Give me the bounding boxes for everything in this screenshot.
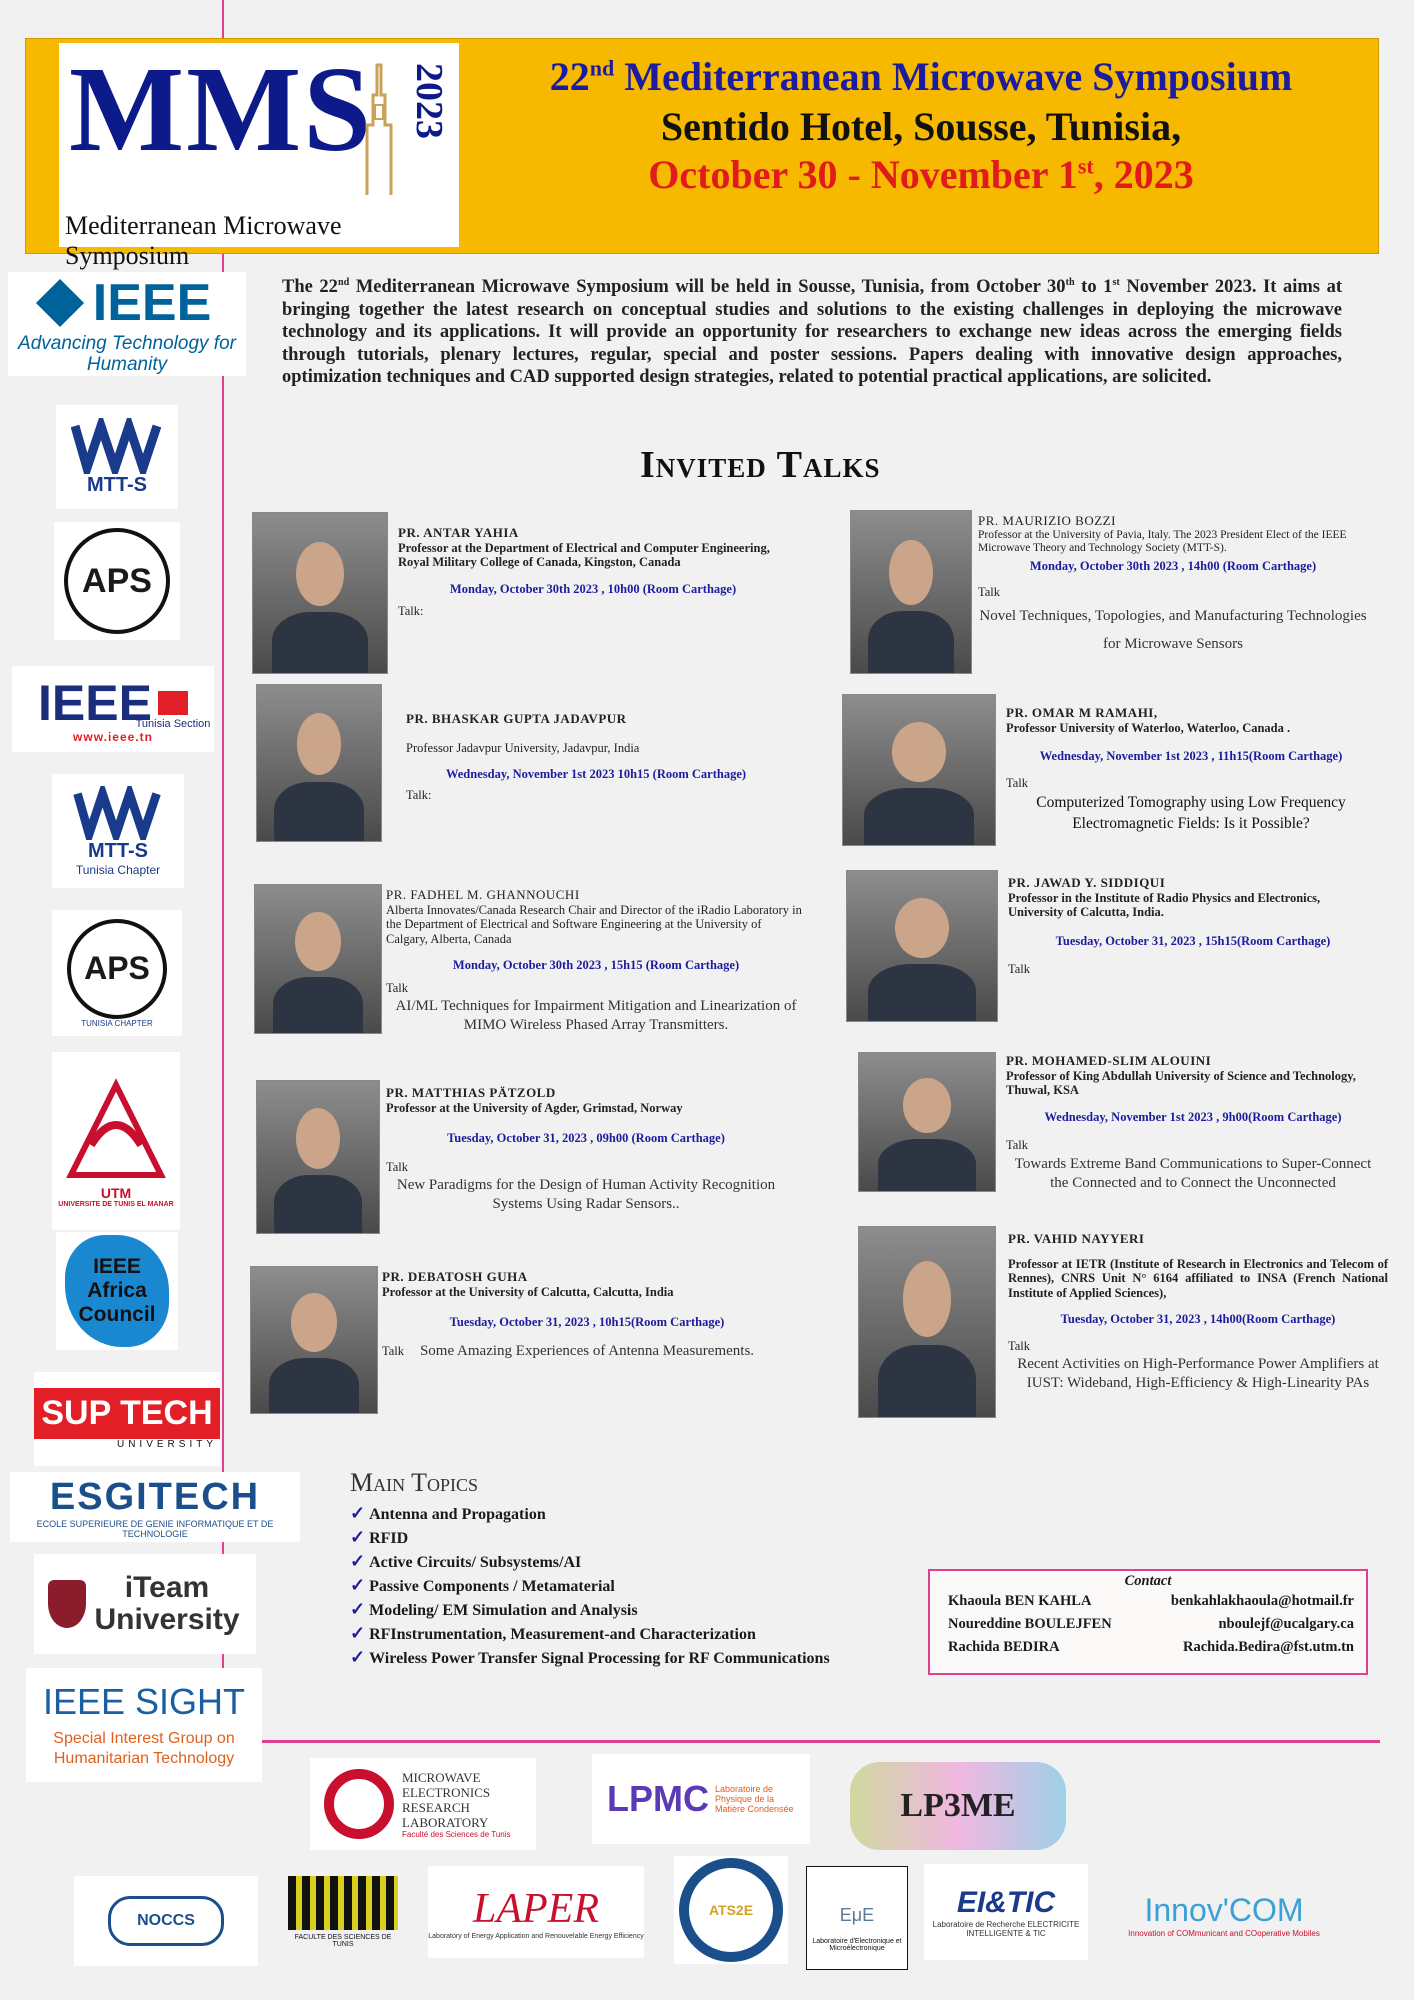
contact-row: Noureddine BOULEJFEN nboulejf@ucalgary.ca: [930, 1613, 1366, 1636]
fst-logo: FACULTE DES SCIENCES DE TUNIS: [286, 1866, 400, 1958]
main-topics-list: [350, 1502, 830, 1670]
topic-item: ✓ Wireless Power Transfer Signal Processing for RF Communications: [350, 1646, 830, 1670]
event-dates: October 30 - November 1st, 2023: [648, 152, 1194, 197]
iteam-university-logo: iTeam University: [34, 1554, 256, 1654]
main-topics-heading: Main Topics: [350, 1468, 479, 1497]
speaker-photo-nayyeri: [858, 1226, 996, 1418]
lp3me-logo: LP3ME: [850, 1762, 1066, 1850]
speaker-nayyeri: PR. VAHID NAYYERI Professor at IETR (Institute of Research in Electronics and Telecom of Rennes), CNRS Unit N° 6164 affiliated to INSA (French National Institute of Applied Sciences), Tuesday, October 31, 2023 , 14h00(Room Carthage) Talk Recent Activities on High-Performance Power Amplifiers at IUST: Wideband, High-Efficiency & High-Linearity PAs: [1008, 1231, 1388, 1391]
speaker-bozzi: PR. MAURIZIO BOZZI Professor at the University of Pavia, Italy. The 2023 President Elect of the IEEE Microwave Theory and Technology Society (MTT-S). Monday, October 30th 2023 , 14h00 (Room Carthage) Talk Novel Techniques, Topologies, and Manufacturing Technologies for Microwave Sensors: [978, 513, 1367, 652]
speaker-photo-siddiqui: [846, 870, 998, 1022]
speaker-alouini: PR. MOHAMED-SLIM ALOUINI Professor of King Abdullah University of Science and Technology, Thuwal, KSA Wednesday, November 1st 2023 , 9h00(Room Carthage) Talk Towards Extreme Band Communications to Super-Connect the Connected and to Connect the Unconnected: [1006, 1053, 1372, 1191]
speaker-yahia: PR. ANTAR YAHIA Professor at the Department of Electrical and Computer Engineering, Royal Military College of Canada, Kingston, Canada Monday, October 30th 2023 , 10h00 (Room Carthage) Talk:: [398, 525, 770, 618]
contact-row: Rachida BEDIRA Rachida.Bedira@fst.utm.tn: [930, 1636, 1366, 1659]
symposium-title: 22nd Mediterranean Microwave Symposium: [549, 54, 1293, 99]
speaker-gupta: PR. BHASKAR GUPTA JADAVPUR Professor Jadavpur University, Jadavpur, India Wednesday, November 1st 2023 10h15 (Room Carthage) Talk:: [406, 711, 747, 802]
contact-row: Khaoula BEN KAHLA benkahlakhaoula@hotmail.fr: [930, 1590, 1366, 1613]
speaker-photo-alouini: [858, 1052, 996, 1192]
contact-email[interactable]: benkahlakhaoula@hotmail.fr: [1170, 1593, 1354, 1609]
ieee-diamond-icon: [36, 279, 84, 327]
iteam-tree-icon: [48, 1580, 86, 1628]
topic-item: ✓ Passive Components / Metamaterial: [350, 1574, 830, 1598]
ats2e-logo: [674, 1856, 788, 1964]
speaker-ramahi: PR. OMAR M RAMAHI, Professor University of Waterloo, Waterloo, Canada . Wednesday, November 1st 2023 , 11h15(Room Carthage) Talk Computerized Tomography using Low Frequency Electromagnetic Fields: Is it Possible?: [1006, 705, 1346, 832]
topic-item: ✓ Modeling/ EM Simulation and Analysis: [350, 1598, 830, 1622]
ieee-logo: IEEE Advancing Technology for Humanity: [8, 272, 246, 376]
speaker-photo-patzold: [256, 1080, 380, 1234]
merl-logo: MICROWAVE ELECTRONICS RESEARCH LABORATORY Faculté des Sciences de Tunis: [310, 1758, 536, 1850]
mms-logo-year: 2023: [408, 63, 450, 139]
innovcom-logo: Innov'COM Innovation of COMmunicant and COoperative Mobiles: [1114, 1872, 1334, 1958]
topic-item: ✓ RFID: [350, 1526, 830, 1550]
ieee-tunisia-logo: IEEE Tunisia Section www.ieee.tn: [12, 666, 214, 752]
mtt-s-icon: [71, 418, 163, 474]
aps-tunisia-logo: APS TUNISIA CHAPTER: [52, 910, 182, 1036]
mtt-s-logo: MTT-S: [56, 405, 178, 509]
ieee-sight-logo: IEEE SIGHT Special Interest Group on Humanitarian Technology: [26, 1668, 262, 1782]
merl-target-icon: [324, 1769, 394, 1839]
fst-building-icon: [288, 1876, 398, 1930]
esgitech-logo: ESGITECH ECOLE SUPERIEURE DE GENIE INFORMATIQUE ET DE TECHNOLOGIE: [10, 1472, 300, 1542]
bottom-divider-line: [262, 1740, 1380, 1743]
tunisia-flag-icon: [158, 691, 188, 715]
eme-logo: EμE Laboratoire d'Electronique et Microélectronique: [806, 1866, 908, 1970]
speaker-photo-guha: [250, 1266, 378, 1414]
topic-item: ✓ Active Circuits/ Subsystems/AI: [350, 1550, 830, 1574]
contact-box: Contact Khaoula BEN KAHLA benkahlakhaoula@hotmail.fr Noureddine BOULEJFEN nboulejf@ucalgary.ca Rachida BEDIRA Rachida.Bedira@fst.utm.tn: [928, 1569, 1368, 1675]
invited-talks-heading: Invited Talks: [640, 444, 881, 486]
utm-emblem-icon: [61, 1075, 171, 1185]
lpmc-logo: LPMC Laboratoire de Physique de la Matière Condensée: [592, 1754, 810, 1844]
speaker-guha: PR. DEBATOSH GUHA Professor at the University of Calcutta, Calcutta, India Tuesday, October 31, 2023 , 10h15(Room Carthage) Talk Some Amazing Experiences of Antenna Measurements.: [382, 1269, 755, 1359]
contact-email[interactable]: nboulejf@ucalgary.ca: [1218, 1616, 1354, 1632]
mms-logo: [59, 42, 459, 270]
aps-circle-icon: APS: [67, 919, 167, 1019]
speaker-photo-gupta: [256, 684, 382, 842]
speaker-siddiqui: PR. JAWAD Y. SIDDIQUI Professor in the Institute of Radio Physics and Electronics, University of Calcutta, India. Tuesday, October 31, 2023 , 15h15(Room Carthage) Talk: [1008, 875, 1331, 976]
africa-map-icon: IEEE Africa Council: [65, 1235, 169, 1347]
header-banner: [25, 38, 1379, 270]
speaker-photo-yahia: [252, 512, 388, 674]
speaker-ghannouchi: PR. FADHEL M. GHANNOUCHI Alberta Innovates/Canada Research Chair and Director of the iRadio Laboratory in the Department of Electrical and Software Engineering at the University of Calgary, Alberta, Canada Monday, October 30th 2023 , 15h15 (Room Carthage) Talk AI/ML Techniques for Impairment Mitigation and Linearization of MIMO Wireless Phased Array Transmitters.: [386, 887, 802, 1033]
speaker-photo-ghannouchi: [254, 884, 382, 1034]
speaker-photo-bozzi: [850, 510, 972, 674]
noccs-cloud-icon: NOCCS: [108, 1896, 224, 1946]
mms-logo-letters: MMS: [69, 42, 374, 177]
topic-item: ✓ RFInstrumentation, Measurement-and Characterization: [350, 1622, 830, 1646]
venue: Sentido Hotel, Sousse, Tunisia,: [660, 104, 1182, 149]
intro-paragraph: The 22nd Mediterranean Microwave Symposium will be held in Sousse, Tunisia, from October 30th to 1st November 2023. It aims at bringing together the latest research on conceptual studies and solutions to the existing challenges in deploying the microwave technology and its applications. It will provide an opportunity for researchers to exchange new ideas across the emerging fields through tutorials, plenary lectures, regular, special and poster sessions. Papers dealing with innovative design approaches, optimization techniques and CAD supported design strategies, related to potential practical applications, are solicited.: [282, 277, 1342, 388]
topic-item: ✓ Antenna and Propagation: [350, 1502, 830, 1526]
ieee-africa-council-logo: [56, 1232, 178, 1350]
laper-logo: LAPER Laboratory of Energy Application and Renouvelable Energy Efficiency: [428, 1866, 644, 1958]
noccs-logo: [74, 1876, 258, 1966]
speaker-photo-ramahi: [842, 694, 996, 846]
speaker-patzold: PR. MATTHIAS PÄTZOLD Professor at the University of Agder, Grimstad, Norway Tuesday, October 31, 2023 , 09h00 (Room Carthage) Talk New Paradigms for the Design of Human Activity Recognition Systems Using Radar Sensors..: [386, 1085, 776, 1212]
mtt-s-tunisia-logo: MTT-S Tunisia Chapter: [52, 774, 184, 888]
eitic-logo: EI&TIC Laboratoire de Recherche ELECTRICITE INTELLIGENTE & TIC: [924, 1864, 1088, 1960]
tower-icon: [359, 55, 399, 195]
utm-logo: UTM UNIVERSITE DE TUNIS EL MANAR: [52, 1052, 180, 1230]
mms-logo-subtitle: Mediterranean Microwave Symposium: [65, 211, 342, 270]
ats2e-ring-icon: ATS2E: [679, 1858, 783, 1962]
aps-circle-icon: APS: [64, 528, 170, 634]
suptech-logo: SUP TECH UNIVERSITY: [34, 1372, 220, 1466]
aps-logo: [54, 522, 180, 640]
mtt-s-icon: [72, 786, 164, 840]
contact-email[interactable]: Rachida.Bedira@fst.utm.tn: [1183, 1639, 1354, 1655]
